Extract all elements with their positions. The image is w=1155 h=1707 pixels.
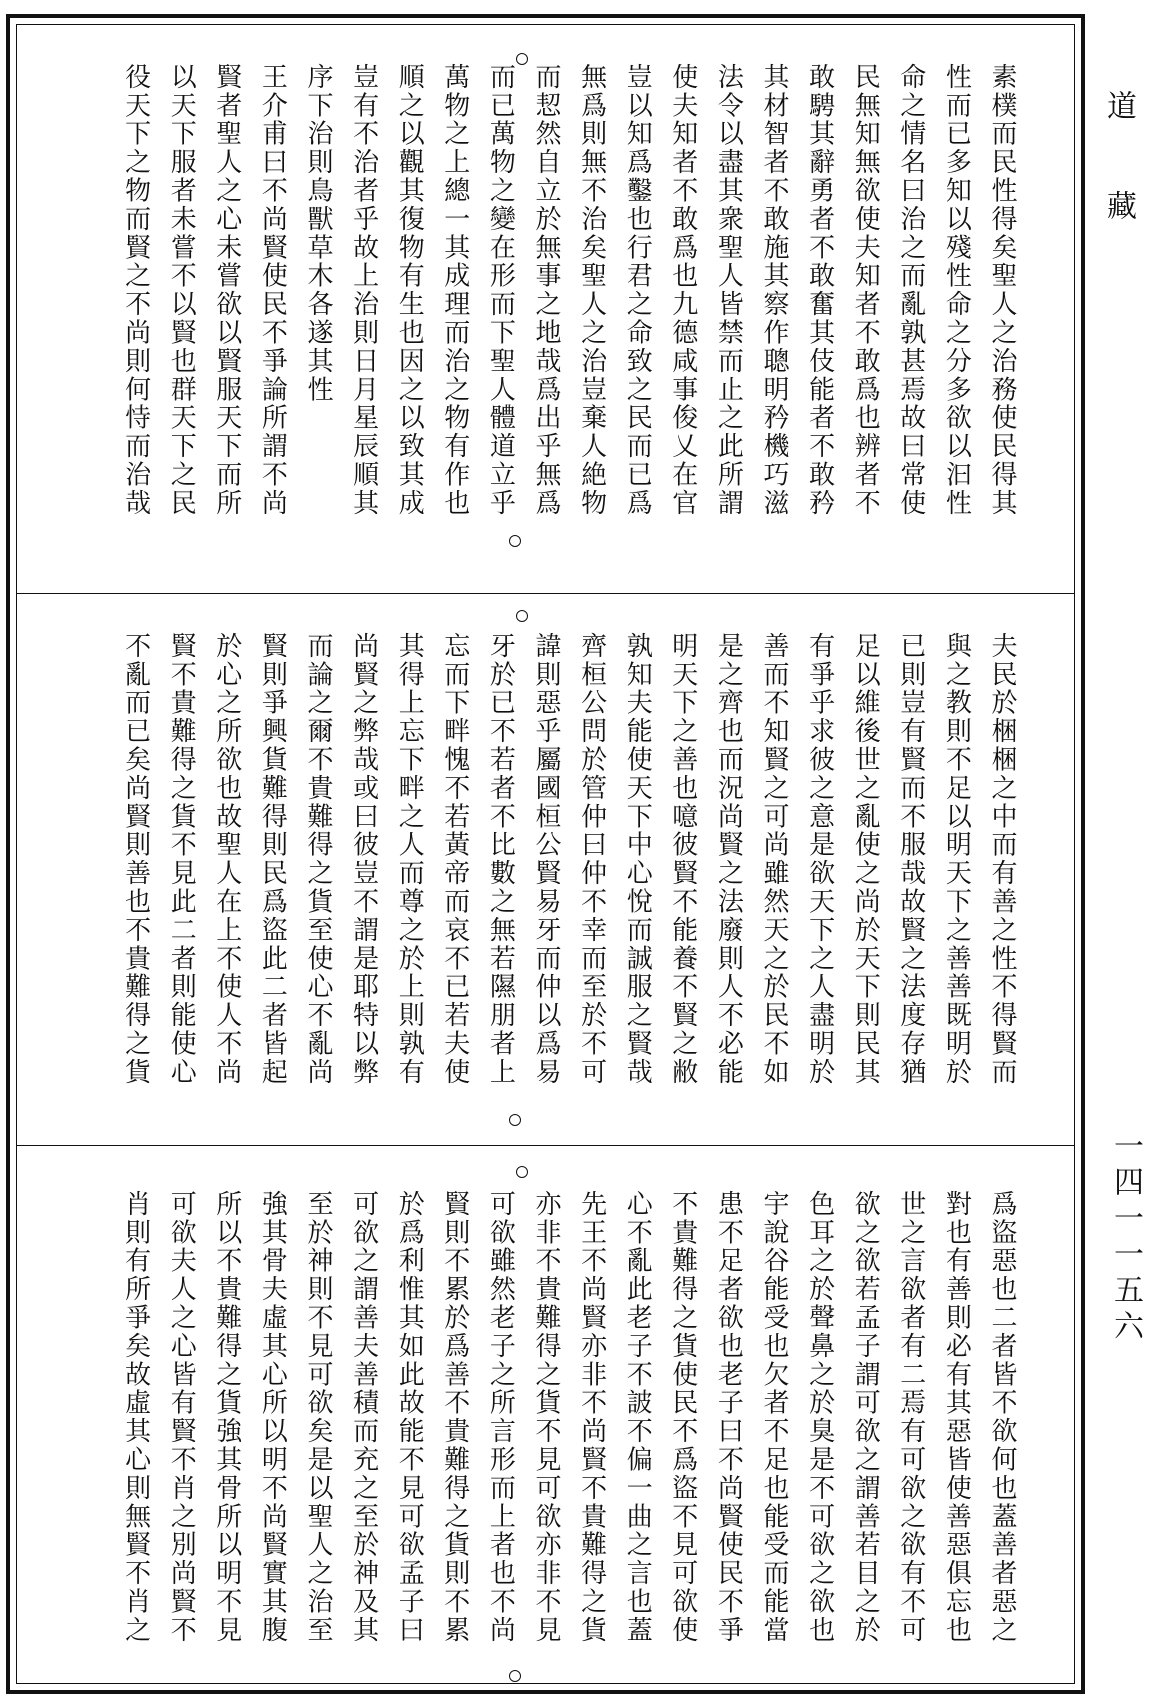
text-column: 不貴難得之貨使民不爲盜不見可欲使 <box>667 1190 698 1645</box>
text-column: 孰知夫能使天下中心悅而誠服之賢哉 <box>622 632 653 1087</box>
text-column: 賢則爭興貨難得則民爲盜此二者皆起 <box>257 632 288 1087</box>
text-column: 使夫知者不敢爲也九德咸事俊乂在官 <box>667 63 698 518</box>
text-column: 至於神則不見可欲矣是以聖人之治至 <box>303 1190 333 1645</box>
text-column: 法令以盡其衆聖人皆禁而止之此所謂 <box>713 63 744 518</box>
text-column: 而恝然自立於無事之地哉爲出乎無爲 <box>531 63 561 518</box>
text-column: 於爲利惟其如此故能不見可欲孟子曰 <box>394 1190 425 1645</box>
section-circle-mark <box>516 1166 528 1178</box>
text-column: 其材智者不敢施其察作聰明矜機巧滋 <box>759 63 789 518</box>
text-column: 不亂而已矣尚賢則善也不貴難得之貨 <box>120 632 151 1087</box>
text-column: 可欲雖然老子之所言形而上者也不尚 <box>485 1190 516 1645</box>
text-column: 牙於已不若者不比數之無若隰朋者上 <box>485 632 516 1087</box>
text-column: 對也有善則必有其惡皆使善惡俱忘也 <box>941 1190 972 1645</box>
text-column: 心不亂此老子不詖不偏一曲之言也蓋 <box>622 1190 653 1645</box>
text-column: 可欲之謂善夫善積而充之至於神及其 <box>348 1190 379 1645</box>
text-column: 賢則不累於爲善不貴難得之貨則不累 <box>439 1190 470 1645</box>
text-column: 世之言欲者有二焉有可欲之欲有不可 <box>895 1190 926 1645</box>
panel-2 <box>17 593 1074 1146</box>
text-column: 而已萬物之變在形而下聖人體道立乎 <box>485 63 516 518</box>
text-column: 與之教則不足以明天下之善善既明於 <box>941 632 972 1087</box>
text-column: 患不足者欲也老子曰不尚賢使民不爭 <box>713 1190 744 1645</box>
text-column: 命之情名曰治之而亂孰甚焉故曰常使 <box>895 63 926 518</box>
text-column: 萬物之上總一其成理而治之物有作也 <box>439 63 470 518</box>
text-column: 於心之所欲也故聖人在上不使人不尚 <box>211 632 242 1087</box>
text-column: 賢不貴難得之貨不見此二者則能使心 <box>166 632 197 1087</box>
text-column: 敢騁其辭勇者不敢奮其伎能者不敢矜 <box>804 63 835 518</box>
inner-frame <box>16 24 1075 1684</box>
text-column: 可欲夫人之心皆有賢不肖之別尚賢不 <box>166 1190 197 1645</box>
text-column: 其得上忘下畔之人而尊之於上則孰有 <box>394 632 425 1087</box>
text-column: 無爲則無不治矣聖人之治豈棄人絶物 <box>576 63 607 518</box>
text-column: 宇說谷能受也欠者不足也能受而能當 <box>759 1190 789 1645</box>
text-column: 王介甫曰不尚賢使民不爭論所謂不尚 <box>257 63 288 518</box>
page-number: 一四一一五六 <box>1108 1130 1143 1346</box>
text-column: 亦非不貴難得之貨不見可欲亦非不見 <box>531 1190 561 1645</box>
text-column: 順之以觀其復物有生也因之以致其成 <box>394 63 425 518</box>
text-column: 欲之欲若孟子謂可欲之謂善若目之於 <box>850 1190 881 1645</box>
panel-3 <box>17 1145 1074 1683</box>
text-column: 而論之爾不貴難得之貨至使心不亂尚 <box>303 632 333 1087</box>
text-column: 豈以知爲鑿也行君之命致之民而已爲 <box>622 63 653 518</box>
margin-title: 道藏 <box>1101 90 1136 290</box>
text-column: 賢者聖人之心未嘗欲以賢服天下而所 <box>211 63 242 518</box>
section-circle-mark <box>516 610 528 622</box>
text-column: 肖則有所爭矣故虛其心則無賢不肖之 <box>120 1190 151 1645</box>
text-column: 序下治則鳥獸草木各遂其性 <box>303 63 333 404</box>
text-column: 先王不尚賢亦非不尚賢不貴難得之貨 <box>576 1190 607 1645</box>
text-column: 豈有不治者乎故上治則日月星辰順其 <box>348 63 379 518</box>
text-column: 是之齊也而況尚賢之法廢則人不必能 <box>713 632 744 1087</box>
text-column: 爲盜惡也二者皆不欲何也蓋善者惡之 <box>987 1190 1017 1645</box>
text-column: 明天下之善也噫彼賢不能養不賢之敝 <box>667 632 698 1087</box>
text-column: 所以不貴難得之貨強其骨所以明不見 <box>211 1190 242 1645</box>
text-column: 齊桓公問於管仲曰仲不幸而至於不可 <box>576 632 607 1087</box>
text-column: 性而已多知以殘性命之分多欲以汩性 <box>941 63 972 518</box>
text-column: 諱則惡乎屬國桓公賢易牙而仲以爲易 <box>531 632 561 1087</box>
text-column: 夫民於梱梱之中而有善之性不得賢而 <box>987 632 1017 1087</box>
text-column: 有爭乎求彼之意是欲天下之人盡明於 <box>804 632 835 1087</box>
text-column: 民無知無欲使夫知者不敢爲也辨者不 <box>850 63 881 518</box>
text-column: 強其骨夫虛其心所以明不尚賢實其腹 <box>257 1190 288 1645</box>
page-frame <box>6 14 1085 1694</box>
inline-circle-mark <box>509 1670 521 1682</box>
panel-1 <box>17 25 1074 593</box>
text-column: 忘而下畔愧不若黃帝而哀不已若夫使 <box>439 632 470 1087</box>
text-column: 色耳之於聲鼻之於臭是不可欲之欲也 <box>804 1190 835 1645</box>
text-column: 素樸而民性得矣聖人之治務使民得其 <box>987 63 1017 518</box>
text-column: 善而不知賢之可尚雖然天之於民不如 <box>759 632 789 1087</box>
text-column: 已則豈有賢而不服哉故賢之法度存猶 <box>895 632 926 1087</box>
text-column: 役天下之物而賢之不尚則何恃而治哉 <box>120 63 151 518</box>
text-column: 以天下服者未嘗不以賢也群天下之民 <box>166 63 197 518</box>
text-column: 尚賢之弊哉或曰彼豈不謂是耶特以弊 <box>348 632 379 1087</box>
text-column: 足以維後世之亂使之尚於天下則民其 <box>850 632 881 1087</box>
